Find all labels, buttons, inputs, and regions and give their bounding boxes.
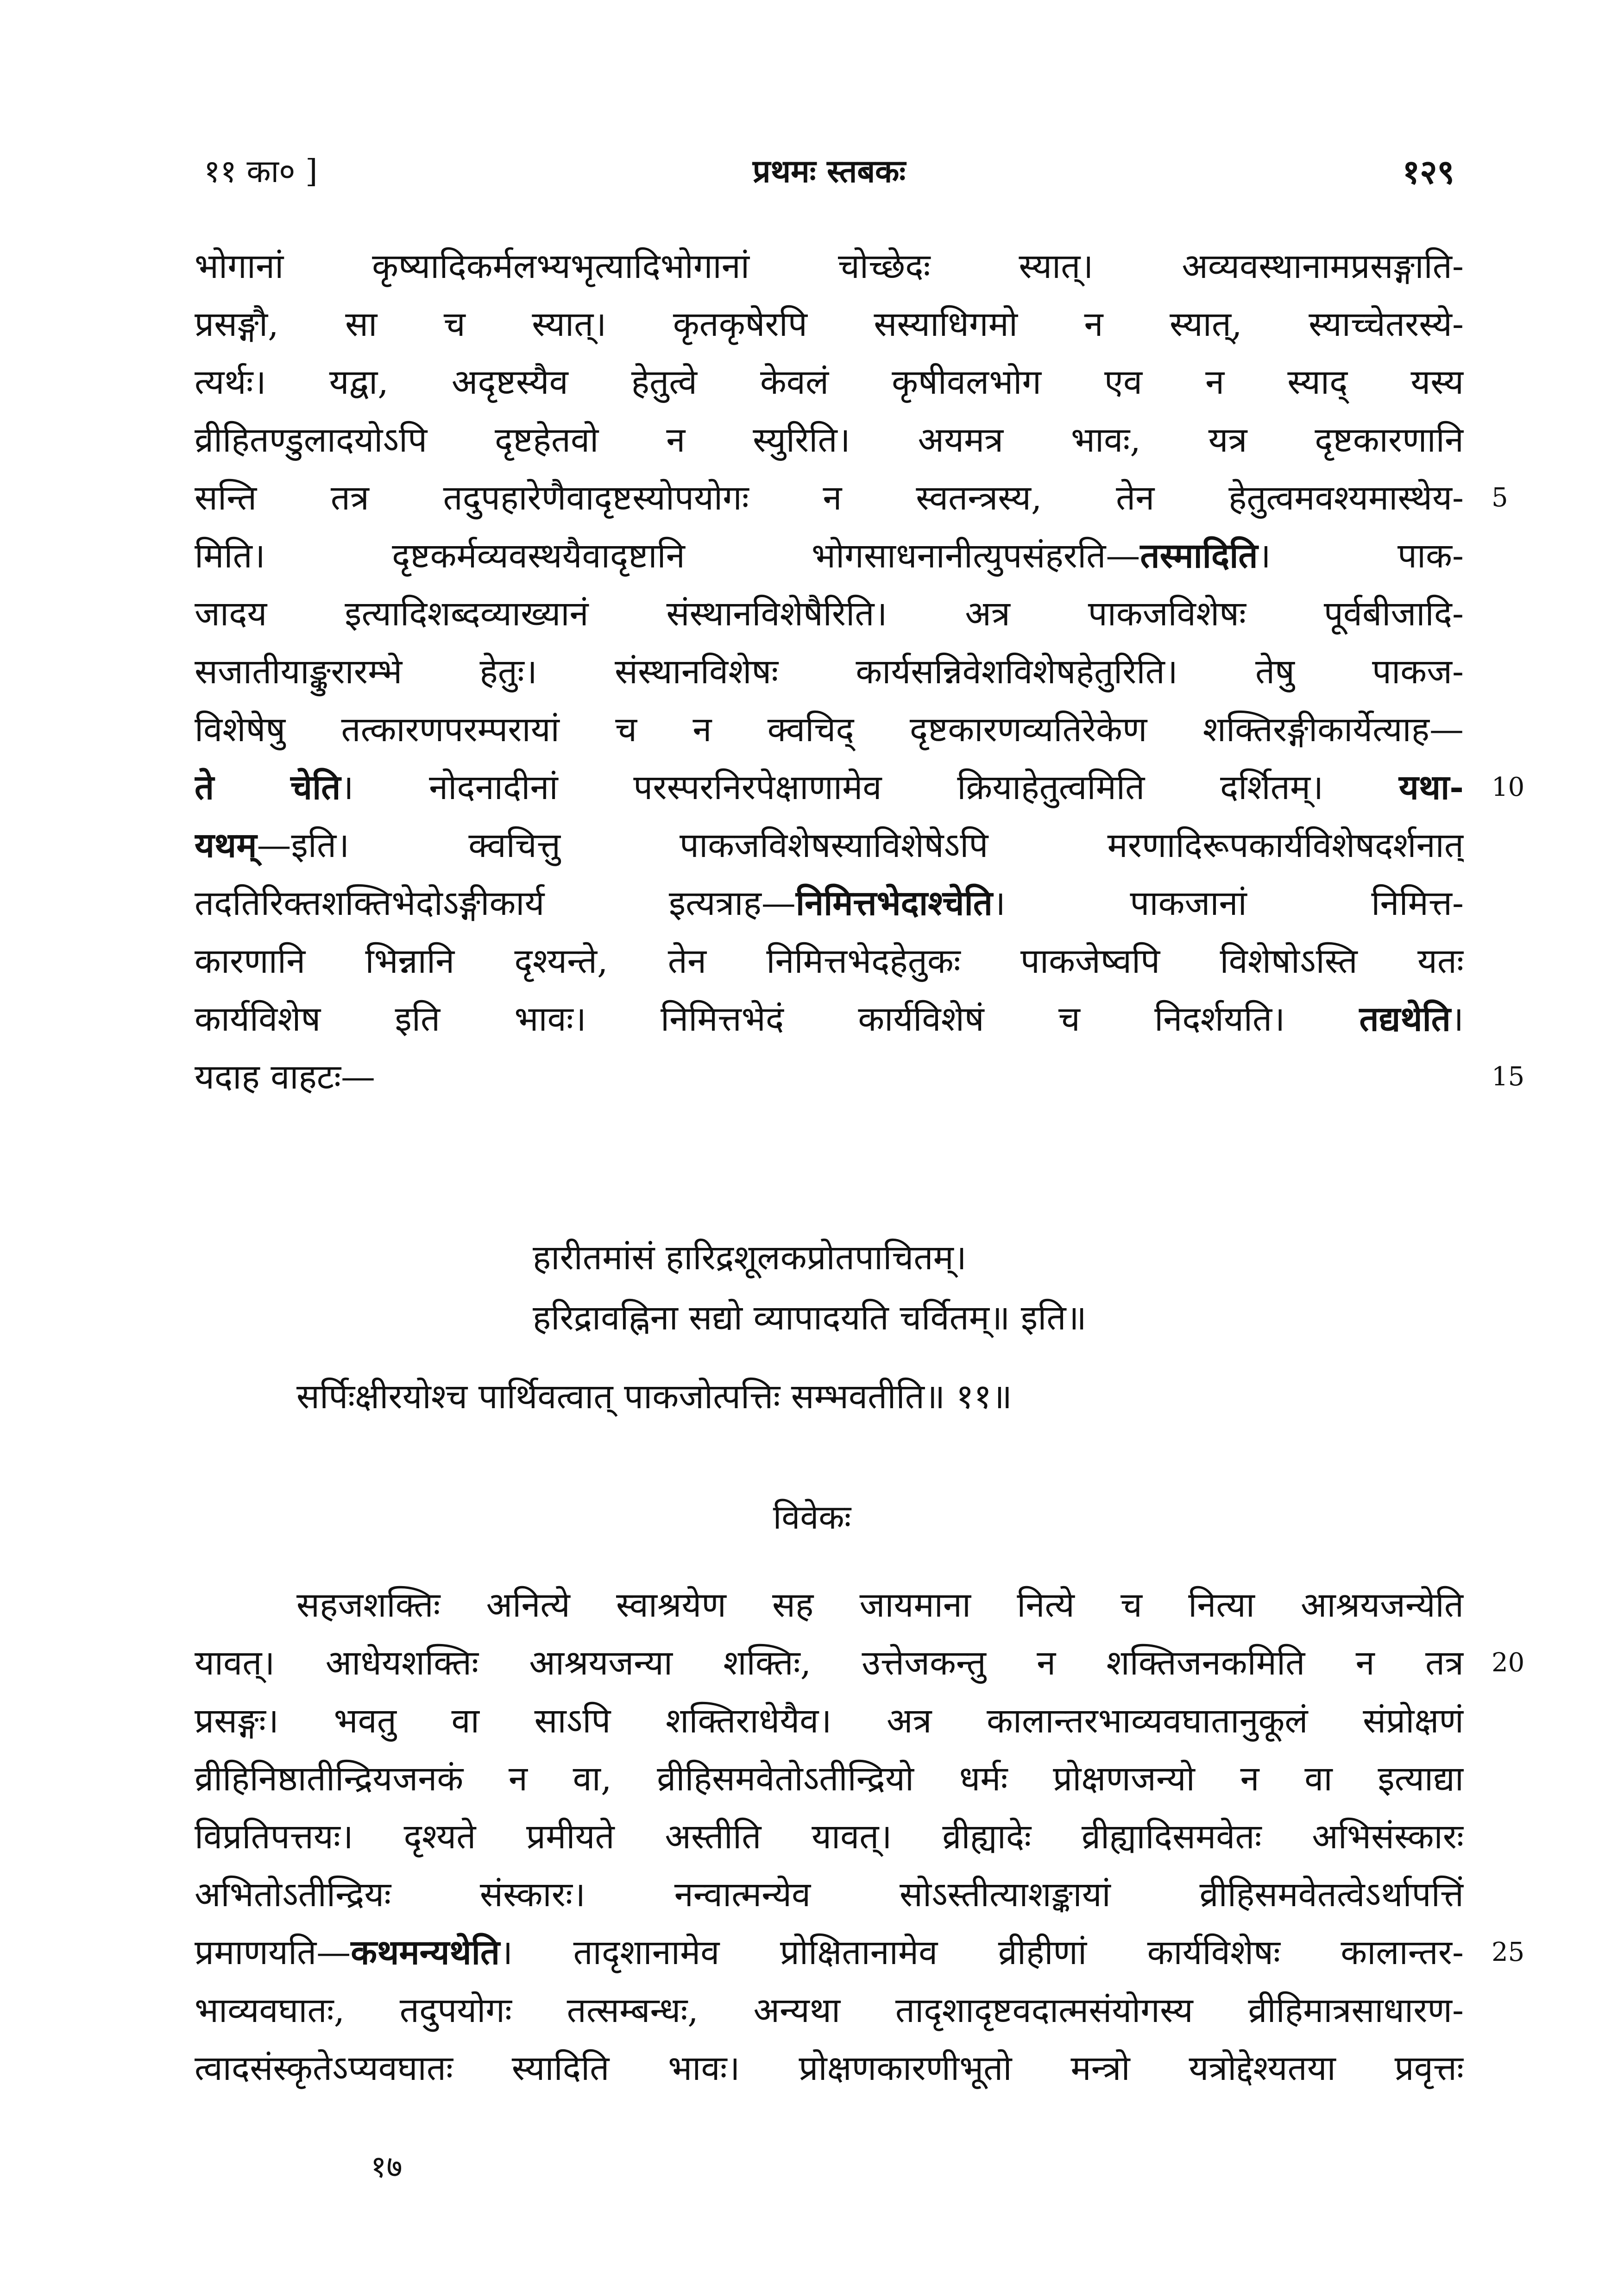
line-number: 5 <box>1492 483 1508 513</box>
viveka-line: प्रमाणयति—कथमन्यथेति। तादृशानामेव प्रोक्षितानामेव व्रीहीणां कार्यविशेषः कालान्तर- <box>195 1933 1464 1972</box>
folio-signature: १७ <box>371 2149 403 2185</box>
commentary-line: प्रसङ्गौ, सा च स्यात्। कृतकृषेरपि सस्याधिगमो न स्यात्, स्याच्चेतरस्ये- <box>195 304 1464 344</box>
page-header <box>204 148 1454 204</box>
commentary-line: कारणानि भिन्नानि दृश्यन्ते, तेन निमित्तभेदहेतुकः पाकजेष्वपि विशेषोऽस्ति यतः <box>195 941 1464 981</box>
header-verse-reference: ११ का० ] <box>204 153 318 190</box>
viveka-line: विप्रतिपत्तयः। दृश्यते प्रमीयते अस्तीति यावत्। व्रीह्यादेः व्रीह्यादिसमवेतः अभिसंस्कारः <box>195 1817 1464 1857</box>
section-title: विवेकः <box>773 1498 851 1537</box>
viveka-line: अभितोऽतीन्द्रियः संस्कारः। नन्वात्मन्येव सोऽस्तीत्याशङ्कायां व्रीहिसमवेतत्वेऽर्थापत्तिं <box>195 1875 1464 1915</box>
line-number: 15 <box>1492 1062 1525 1092</box>
commentary-line: मिति। दृष्टकर्मव्यवस्थयैवादृष्टानि भोगसाधनानीत्युपसंहरति—तस्मादिति। पाक- <box>195 536 1464 576</box>
viveka-text: तादृशानामेव प्रोक्षितानामेव व्रीहीणां कार्यविशेषः कालान्तर- <box>573 1933 1464 1972</box>
commentary-line <box>195 820 1464 871</box>
commentary-line: व्रीहितण्डुलादयोऽपि दृष्टहेतवो न स्युरिति। अयमत्र भावः, यत्र दृष्टकारणानि <box>195 420 1464 460</box>
commentary-line: भोगानां कृष्यादिकर्मलभ्यभृत्यादिभोगानां चोच्छेदः स्यात्। अव्यवस्थानामप्रसङ्गाति- <box>195 246 1464 286</box>
commentary-text: नोदनादीनां परस्परनिरपेक्षाणामेव क्रियाहेतुत्वमिति दर्शितम्। <box>429 768 1324 807</box>
lemma-term: तद्यथेति <box>1359 999 1451 1039</box>
line-number: 25 <box>1492 1937 1525 1967</box>
lemma-term: कथमन्यथेति <box>351 1933 500 1972</box>
commentary-line: त्यर्थः। यद्वा, अदृष्टस्यैव हेतुत्वे केवलं कृषीवलभोग एव न स्याद् यस्य <box>195 362 1464 402</box>
commentary-line: यदाह वाहटः— <box>195 1057 376 1097</box>
commentary-line: सजातीयाङ्कुरारम्भे हेतुः। संस्थानविशेषः कार्यसन्निवेशविशेषहेतुरिति। तेषु पाकज- <box>195 652 1464 692</box>
commentary-line: सन्ति तत्र तदुपहारेणैवादृष्टस्योपयोगः न स्वतन्त्रस्य, तेन हेतुत्वमवश्यमास्थेय- <box>195 478 1464 518</box>
viveka-line: त्वादसंस्कृतेऽप्यवघातः स्यादिति भावः। प्रोक्षणकारणीभूतो मन्त्रो यत्रोद्देश्यतया प्रवृत्तः <box>195 2048 1464 2088</box>
viveka-line: यावत्। आधेयशक्तिः आश्रयजन्या शक्तिः, उत्तेजकन्तु न शक्तिजनकमिति न तत्र <box>195 1643 1464 1683</box>
commentary-text: मिति। दृष्टकर्मव्यवस्थयैवादृष्टानि भोगसाधनानीत्युपसंहरति— <box>195 536 1140 576</box>
commentary-line: कार्यविशेष इति भावः। निमित्तभेदं कार्यविशेषं च निदर्शयति। तद्यथेति। <box>195 999 1464 1039</box>
viveka-line: प्रसङ्गः। भवतु वा साऽपि शक्तिराधेयैव। अत्र कालान्तरभाव्यवघातानुकूलं संप्रोक्षणं <box>195 1701 1464 1741</box>
lemma-term: ते चेति <box>195 768 341 807</box>
commentary-text: —इति। क्वचित्तु पाकजविशेषस्याविशेषेऽपि मरणादिरूपकार्यविशेषदर्शनात् <box>257 825 1464 865</box>
lemma-term: निमित्तभेदाश्चेति <box>795 883 993 923</box>
commentary-line: विशेषेषु तत्कारणपरम्परायां च न क्वचिद् दृष्टकारणव्यतिरेकेण शक्तिरङ्गीकार्येत्याह— <box>195 710 1464 750</box>
viveka-line: भाव्यवघातः, तदुपयोगः तत्सम्बन्धः, अन्यथा तादृशादृष्टवदात्मसंयोगस्य व्रीहिमात्रसाधारण- <box>195 1990 1464 2030</box>
commentary-text: पाकजानां निमित्त- <box>1130 883 1464 923</box>
line-number: 10 <box>1492 772 1525 802</box>
lemma-term: यथम् <box>195 825 257 865</box>
lemma-term: तस्मादिति <box>1140 536 1258 576</box>
viveka-line: व्रीहिनिष्ठातीन्द्रियजनकं न वा, व्रीहिसमवेतोऽतीन्द्रियो धर्मः प्रोक्षणजन्यो न वा इत्याद्या <box>195 1759 1464 1799</box>
header-chapter-title: प्रथमः स्तबकः <box>752 153 906 190</box>
commentary-line: जादय इत्यादिशब्दव्याख्यानं संस्थानविशेषैरिति। अत्र पाकजविशेषः पूर्वबीजादि- <box>195 594 1464 634</box>
commentary-line: ते चेति। नोदनादीनां परस्परनिरपेक्षाणामेव क्रियाहेतुत्वमिति दर्शितम्। यथा- <box>195 768 1464 807</box>
header-page-number: १२९ <box>1402 152 1454 191</box>
commentary-text: कार्यविशेष इति भावः। निमित्तभेदं कार्यविशेषं च निदर्शयति। <box>195 999 1285 1039</box>
viveka-line: सहजशक्तिः अनित्ये स्वाश्रयेण सह जायमाना नित्ये च नित्या आश्रयजन्येति <box>296 1585 1464 1625</box>
commentary-text: पाक- <box>1397 536 1464 576</box>
line-number: 20 <box>1492 1648 1525 1678</box>
commentary-line: तदतिरिक्तशक्तिभेदोऽङ्गीकार्य इत्यत्राह—निमित्तभेदाश्चेति। पाकजानां निमित्त- <box>195 883 1464 923</box>
viveka-text: प्रमाणयति— <box>195 1933 351 1972</box>
verse-line: हारीतमांसं हारिद्रशूलकप्रोतपाचितम्। <box>533 1238 967 1278</box>
commentary-text: तदतिरिक्तशक्तिभेदोऽङ्गीकार्य इत्यत्राह— <box>195 883 796 923</box>
verse-line: हरिद्रावह्निना सद्यो व्यापादयति चर्वितम्॥ इति॥ <box>533 1298 1087 1338</box>
verse-line: सर्पिःक्षीरयोश्च पार्थिवत्वात् पाकजोत्पत्तिः सम्भवतीति॥ ११॥ <box>296 1377 1013 1417</box>
lemma-term: यथा- <box>1398 768 1464 807</box>
